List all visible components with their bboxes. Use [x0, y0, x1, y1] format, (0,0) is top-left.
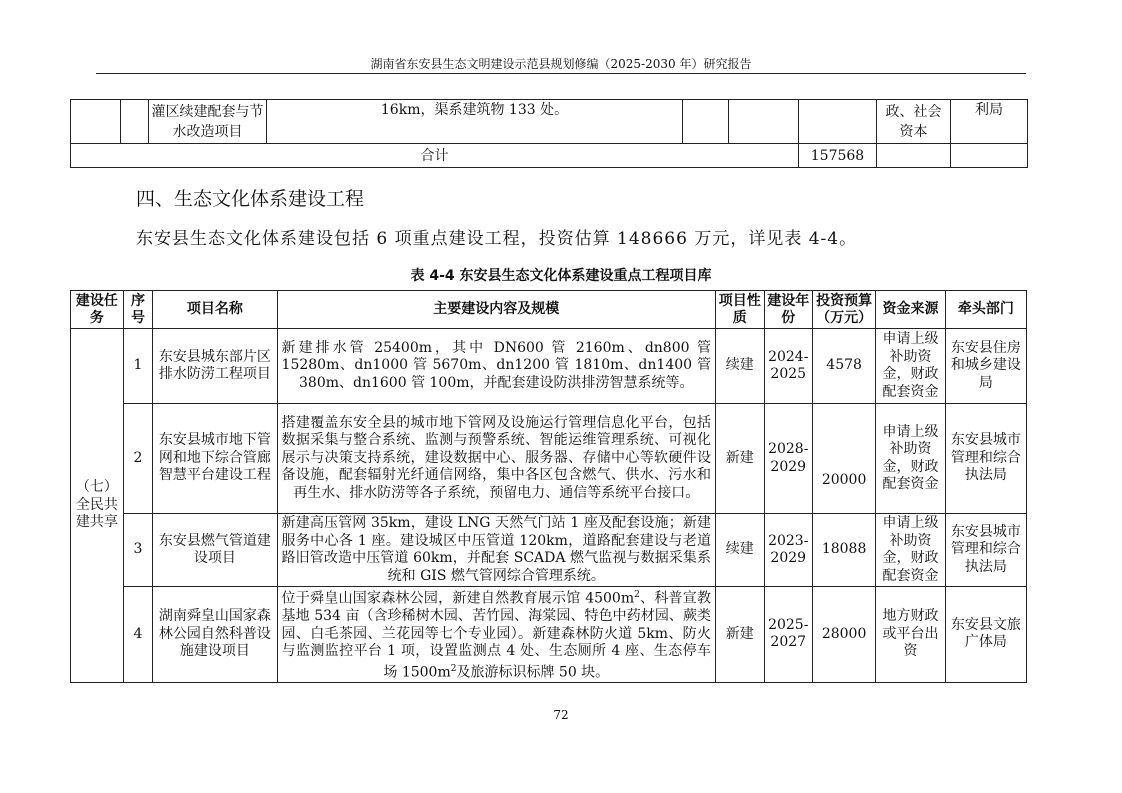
- table-caption: 表 4-4 东安县生态文化体系建设重点工程项目库: [410, 268, 712, 284]
- table-row: [71, 100, 1028, 144]
- seq-cell: 2: [123, 404, 153, 514]
- years-cell: 2023-2029: [764, 514, 812, 587]
- dept-cell: 利局: [951, 100, 1028, 144]
- task-cell: [71, 100, 121, 144]
- content-cell: 新建高压管网 35km，建设 LNG 天然气门站 1 座及配套设施；新建服务中心各 1 座。建设城区中压管道 120km，道路配套建设与老道路旧管改造中压管道 60km，并配套 SCADA 燃气监视与数据采集系统和 GIS 燃气管网综合管理系统。: [277, 514, 715, 587]
- content-cell: 新建排水管 25400m，其中 DN600 管 2160m、dn800 管 15280m、dn1000 管 5670m、dn1200 管 1810m、dn1400 管 380m、dn1600 管 100m，并配套建设防洪排涝智慧系统等。: [277, 329, 715, 404]
- total-empty: [951, 144, 1028, 168]
- project-name-cell: 湖南舜皇山国家森林公园自然科普设施建设项目: [153, 587, 277, 683]
- nature-cell: 新建: [716, 587, 764, 683]
- table-row: [71, 404, 1027, 514]
- budget-cell: 18088: [812, 514, 875, 587]
- header-seq: 序号: [123, 291, 153, 329]
- nature-cell: 续建: [716, 329, 764, 404]
- budget-cell: 20000: [812, 404, 875, 514]
- budget-cell: [799, 100, 877, 144]
- dept-cell: 东安县城市管理和综合执法局: [945, 404, 1026, 514]
- header-dept: 牵头部门: [945, 291, 1026, 329]
- section-title: 四、生态文化体系建设工程: [136, 188, 365, 210]
- table-row: [71, 329, 1027, 404]
- superscript: 2: [450, 663, 457, 674]
- years-cell: 2028-2029: [764, 404, 812, 514]
- funding-cell: 申请上级补助资金，财政配套资金: [876, 404, 946, 514]
- funding-cell: 地方财政或平台出资: [876, 587, 946, 683]
- seq-cell: 4: [123, 587, 153, 683]
- nature-cell: 续建: [716, 514, 764, 587]
- dept-cell: 东安县文旅广体局: [945, 587, 1026, 683]
- funding-cell: 申请上级补助资金，财政配套资金: [876, 514, 946, 587]
- header-years: 建设年份: [764, 291, 812, 329]
- page-header: 湖南省东安县生态文明建设示范县规划修编（2025-2030 年）研究报告: [370, 57, 752, 71]
- body-paragraph: 东安县生态文化体系建设包括 6 项重点建设工程，投资估算 148666 万元，详见表 4-4。: [136, 229, 858, 249]
- project-name-cell: 灌区续建配套与节水改造项目: [149, 100, 267, 144]
- table-row: [71, 587, 1027, 683]
- total-row: [71, 144, 1028, 168]
- nature-cell: 新建: [716, 404, 764, 514]
- total-label: 合计: [71, 144, 799, 168]
- content-cell: 搭建覆盖东安全县的城市地下管网及设施运行管理信息化平台，包括数据采集与整合系统、监测与预警系统、智能运维管理系统、可视化展示与决策支持系统，建设数据中心、服务器、存储中心等软硬件设备设施，配套辐射光纤通信网络，集中各区包含燃气、供水、污水和再生水、排水防涝等各子系统，预留电力、通信等系统平台接口。: [277, 404, 715, 514]
- table-row: [71, 514, 1027, 587]
- header-content: 主要建设内容及规模: [277, 291, 715, 329]
- funding-cell: 政、社会资本: [877, 100, 951, 144]
- seq-cell: [121, 100, 149, 144]
- budget-cell: 28000: [812, 587, 875, 683]
- nature-cell: [683, 100, 729, 144]
- page-number: 72: [553, 708, 569, 722]
- total-value: 157568: [799, 144, 877, 168]
- seq-cell: 3: [123, 514, 153, 587]
- header-divider: [96, 73, 1026, 74]
- years-cell: [729, 100, 799, 144]
- table-header-row: [71, 291, 1027, 329]
- years-cell: 2024-2025: [764, 329, 812, 404]
- years-cell: 2025-2027: [764, 587, 812, 683]
- content-cell: 16km，渠系建筑物 133 处。: [267, 100, 683, 144]
- superscript: 2: [634, 590, 640, 600]
- budget-cell: 4578: [812, 329, 875, 404]
- project-table: [70, 290, 1027, 683]
- funding-cell: 申请上级补助资金，财政配套资金: [876, 329, 946, 404]
- seq-cell: 1: [123, 329, 153, 404]
- header-name: 项目名称: [153, 291, 277, 329]
- dept-cell: 东安县城市管理和综合执法局: [945, 514, 1026, 587]
- header-budget: 投资预算（万元）: [812, 291, 875, 329]
- project-name-cell: 东安县城市地下管网和地下综合管廊智慧平台建设工程: [153, 404, 277, 514]
- total-empty: [877, 144, 951, 168]
- content-text: 及旅游标识标牌 50 块。: [456, 664, 610, 681]
- content-text: 位于舜皇山国家森林公园，新建自然教育展示馆 4500m: [281, 590, 635, 607]
- project-name-cell: 东安县燃气管道建设项目: [153, 514, 277, 587]
- header-task: 建设任务: [71, 291, 124, 329]
- content-cell: [277, 587, 715, 683]
- dept-cell: 东安县住房和城乡建设局: [945, 329, 1026, 404]
- continued-table: [70, 99, 1028, 168]
- header-nature: 项目性质: [716, 291, 764, 329]
- content-text: 、科普宣教基地 534 亩（含珍稀树木园、苦竹园、海棠园、特色中药材园、蕨类园、白毛茶园、兰花园等七个专业园）。新建森林防火道 5km、防火与监测监控平台 1 项，设置监测点 4 处、生态厕所 4 座、生态停车场 1500m: [281, 590, 712, 681]
- project-name-cell: 东安县城东部片区排水防涝工程项目: [153, 329, 277, 404]
- header-funding: 资金来源: [876, 291, 946, 329]
- task-group-cell: （七）全民共建共享: [71, 329, 124, 683]
